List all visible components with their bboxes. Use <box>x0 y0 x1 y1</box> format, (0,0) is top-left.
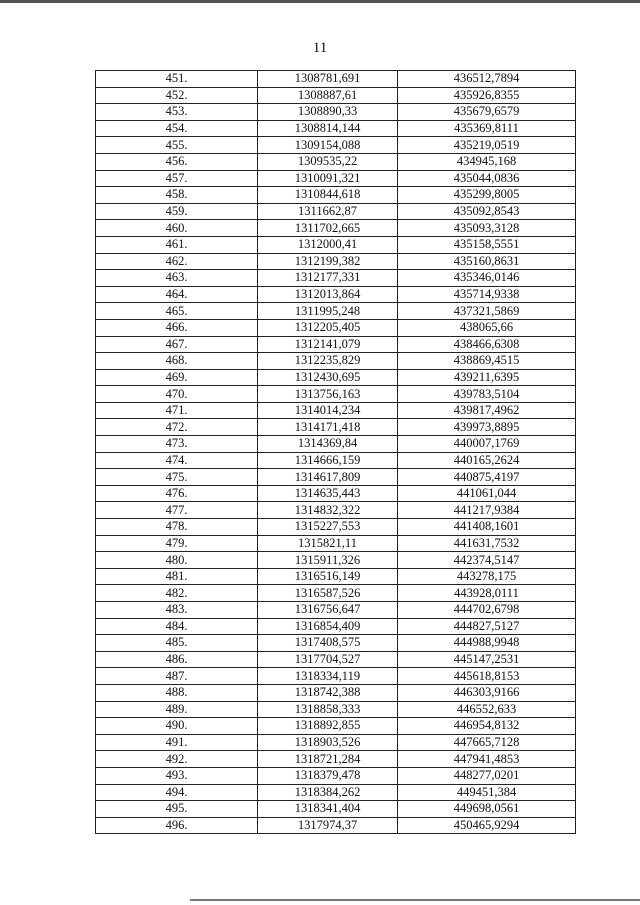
point-number-cell: 492. <box>96 751 258 768</box>
table-row <box>96 220 576 237</box>
x-coordinate-cell: 1314171,418 <box>258 419 398 436</box>
x-coordinate-cell: 1314617,809 <box>258 469 398 486</box>
y-coordinate-cell: 439211,6395 <box>398 369 576 386</box>
point-number-cell: 460. <box>96 220 258 237</box>
x-coordinate-cell: 1318379,478 <box>258 767 398 784</box>
y-coordinate-cell: 435092,8543 <box>398 203 576 220</box>
y-coordinate-cell: 441061,044 <box>398 485 576 502</box>
table-row <box>96 187 576 204</box>
y-coordinate-cell: 438869,4515 <box>398 353 576 370</box>
x-coordinate-cell: 1314635,443 <box>258 485 398 502</box>
x-coordinate-cell: 1318903,526 <box>258 734 398 751</box>
x-coordinate-cell: 1318742,388 <box>258 684 398 701</box>
point-number-cell: 466. <box>96 319 258 336</box>
point-number-cell: 494. <box>96 784 258 801</box>
x-coordinate-cell: 1308781,691 <box>258 71 398 88</box>
x-coordinate-cell: 1308814,144 <box>258 120 398 137</box>
table-row <box>96 535 576 552</box>
point-number-cell: 452. <box>96 87 258 104</box>
y-coordinate-cell: 441408,1601 <box>398 519 576 536</box>
table-row <box>96 353 576 370</box>
y-coordinate-cell: 446303,9166 <box>398 684 576 701</box>
point-number-cell: 493. <box>96 767 258 784</box>
point-number-cell: 474. <box>96 452 258 469</box>
point-number-cell: 496. <box>96 817 258 834</box>
table-row <box>96 402 576 419</box>
y-coordinate-cell: 446954,8132 <box>398 718 576 735</box>
table-row <box>96 286 576 303</box>
table-row <box>96 452 576 469</box>
x-coordinate-cell: 1313756,163 <box>258 386 398 403</box>
y-coordinate-cell: 435369,8111 <box>398 120 576 137</box>
point-number-cell: 484. <box>96 618 258 635</box>
top-border-line <box>0 0 640 3</box>
table-row <box>96 817 576 834</box>
x-coordinate-cell: 1312000,41 <box>258 236 398 253</box>
point-number-cell: 476. <box>96 485 258 502</box>
table-row <box>96 170 576 187</box>
point-number-cell: 491. <box>96 734 258 751</box>
point-number-cell: 468. <box>96 353 258 370</box>
y-coordinate-cell: 449451,384 <box>398 784 576 801</box>
y-coordinate-cell: 447665,7128 <box>398 734 576 751</box>
point-number-cell: 495. <box>96 801 258 818</box>
point-number-cell: 461. <box>96 236 258 253</box>
y-coordinate-cell: 445618,8153 <box>398 668 576 685</box>
point-number-cell: 467. <box>96 336 258 353</box>
x-coordinate-cell: 1312177,331 <box>258 270 398 287</box>
x-coordinate-cell: 1316854,409 <box>258 618 398 635</box>
table-row <box>96 469 576 486</box>
table-row <box>96 436 576 453</box>
x-coordinate-cell: 1314014,234 <box>258 402 398 419</box>
table-row <box>96 236 576 253</box>
x-coordinate-cell: 1311995,248 <box>258 303 398 320</box>
table-row <box>96 767 576 784</box>
y-coordinate-cell: 435219,0519 <box>398 137 576 154</box>
point-number-cell: 486. <box>96 651 258 668</box>
table-row <box>96 336 576 353</box>
y-coordinate-cell: 443278,175 <box>398 568 576 585</box>
table-row <box>96 751 576 768</box>
point-number-cell: 458. <box>96 187 258 204</box>
table-row <box>96 651 576 668</box>
point-number-cell: 478. <box>96 519 258 536</box>
x-coordinate-cell: 1311662,87 <box>258 203 398 220</box>
table-row <box>96 568 576 585</box>
point-number-cell: 488. <box>96 684 258 701</box>
table-row <box>96 270 576 287</box>
point-number-cell: 475. <box>96 469 258 486</box>
table-row <box>96 684 576 701</box>
y-coordinate-cell: 438466,6308 <box>398 336 576 353</box>
x-coordinate-cell: 1309535,22 <box>258 153 398 170</box>
table-row <box>96 784 576 801</box>
y-coordinate-cell: 447941,4853 <box>398 751 576 768</box>
x-coordinate-cell: 1316516,149 <box>258 568 398 585</box>
point-number-cell: 451. <box>96 71 258 88</box>
point-number-cell: 479. <box>96 535 258 552</box>
table-row <box>96 253 576 270</box>
table-row <box>96 618 576 635</box>
table-row <box>96 87 576 104</box>
coordinates-table <box>95 70 576 834</box>
y-coordinate-cell: 435679,6579 <box>398 104 576 121</box>
y-coordinate-cell: 435044,0836 <box>398 170 576 187</box>
table-row <box>96 137 576 154</box>
y-coordinate-cell: 439783,5104 <box>398 386 576 403</box>
x-coordinate-cell: 1308887,61 <box>258 87 398 104</box>
table-row <box>96 303 576 320</box>
x-coordinate-cell: 1317704,527 <box>258 651 398 668</box>
y-coordinate-cell: 439817,4962 <box>398 402 576 419</box>
y-coordinate-cell: 442374,5147 <box>398 552 576 569</box>
x-coordinate-cell: 1318721,284 <box>258 751 398 768</box>
y-coordinate-cell: 435160,8631 <box>398 253 576 270</box>
point-number-cell: 463. <box>96 270 258 287</box>
page-number: 11 <box>312 40 328 56</box>
point-number-cell: 453. <box>96 104 258 121</box>
table-row <box>96 203 576 220</box>
table-row <box>96 104 576 121</box>
point-number-cell: 469. <box>96 369 258 386</box>
table-row <box>96 485 576 502</box>
y-coordinate-cell: 441217,9384 <box>398 502 576 519</box>
point-number-cell: 464. <box>96 286 258 303</box>
y-coordinate-cell: 446552,633 <box>398 701 576 718</box>
table-row <box>96 801 576 818</box>
x-coordinate-cell: 1316756,647 <box>258 602 398 619</box>
y-coordinate-cell: 440875,4197 <box>398 469 576 486</box>
table-row <box>96 734 576 751</box>
point-number-cell: 457. <box>96 170 258 187</box>
point-number-cell: 471. <box>96 402 258 419</box>
point-number-cell: 490. <box>96 718 258 735</box>
table-row <box>96 386 576 403</box>
table-row <box>96 369 576 386</box>
point-number-cell: 455. <box>96 137 258 154</box>
table-row <box>96 552 576 569</box>
table-row <box>96 668 576 685</box>
point-number-cell: 477. <box>96 502 258 519</box>
y-coordinate-cell: 438065,66 <box>398 319 576 336</box>
point-number-cell: 465. <box>96 303 258 320</box>
y-coordinate-cell: 444702,6798 <box>398 602 576 619</box>
y-coordinate-cell: 435346,0146 <box>398 270 576 287</box>
point-number-cell: 485. <box>96 635 258 652</box>
x-coordinate-cell: 1315911,326 <box>258 552 398 569</box>
y-coordinate-cell: 448277,0201 <box>398 767 576 784</box>
x-coordinate-cell: 1318892,855 <box>258 718 398 735</box>
y-coordinate-cell: 449698,0561 <box>398 801 576 818</box>
point-number-cell: 487. <box>96 668 258 685</box>
point-number-cell: 454. <box>96 120 258 137</box>
table-row <box>96 585 576 602</box>
y-coordinate-cell: 444988,9948 <box>398 635 576 652</box>
x-coordinate-cell: 1315227,553 <box>258 519 398 536</box>
y-coordinate-cell: 440165,2624 <box>398 452 576 469</box>
y-coordinate-cell: 436512,7894 <box>398 71 576 88</box>
x-coordinate-cell: 1314832,322 <box>258 502 398 519</box>
point-number-cell: 462. <box>96 253 258 270</box>
x-coordinate-cell: 1318334,119 <box>258 668 398 685</box>
table-row <box>96 635 576 652</box>
x-coordinate-cell: 1317974,37 <box>258 817 398 834</box>
x-coordinate-cell: 1312199,382 <box>258 253 398 270</box>
bottom-border-line <box>190 899 640 901</box>
x-coordinate-cell: 1314666,159 <box>258 452 398 469</box>
x-coordinate-cell: 1312430,695 <box>258 369 398 386</box>
point-number-cell: 482. <box>96 585 258 602</box>
table-row <box>96 502 576 519</box>
x-coordinate-cell: 1308890,33 <box>258 104 398 121</box>
y-coordinate-cell: 435158,5551 <box>398 236 576 253</box>
y-coordinate-cell: 434945,168 <box>398 153 576 170</box>
x-coordinate-cell: 1312013,864 <box>258 286 398 303</box>
point-number-cell: 473. <box>96 436 258 453</box>
table-row <box>96 319 576 336</box>
y-coordinate-cell: 437321,5869 <box>398 303 576 320</box>
table-row <box>96 71 576 88</box>
x-coordinate-cell: 1312205,405 <box>258 319 398 336</box>
x-coordinate-cell: 1312235,829 <box>258 353 398 370</box>
x-coordinate-cell: 1318858,333 <box>258 701 398 718</box>
y-coordinate-cell: 443928,0111 <box>398 585 576 602</box>
y-coordinate-cell: 435299,8005 <box>398 187 576 204</box>
point-number-cell: 480. <box>96 552 258 569</box>
table-row <box>96 153 576 170</box>
x-coordinate-cell: 1312141,079 <box>258 336 398 353</box>
x-coordinate-cell: 1310844,618 <box>258 187 398 204</box>
y-coordinate-cell: 435714,9338 <box>398 286 576 303</box>
table-row <box>96 602 576 619</box>
table-row <box>96 120 576 137</box>
x-coordinate-cell: 1318341,404 <box>258 801 398 818</box>
x-coordinate-cell: 1317408,575 <box>258 635 398 652</box>
table-row <box>96 519 576 536</box>
point-number-cell: 472. <box>96 419 258 436</box>
table-row <box>96 718 576 735</box>
table-row <box>96 419 576 436</box>
point-number-cell: 456. <box>96 153 258 170</box>
x-coordinate-cell: 1309154,088 <box>258 137 398 154</box>
point-number-cell: 483. <box>96 602 258 619</box>
table-row <box>96 701 576 718</box>
y-coordinate-cell: 435926,8355 <box>398 87 576 104</box>
point-number-cell: 459. <box>96 203 258 220</box>
point-number-cell: 489. <box>96 701 258 718</box>
y-coordinate-cell: 444827,5127 <box>398 618 576 635</box>
y-coordinate-cell: 445147,2531 <box>398 651 576 668</box>
y-coordinate-cell: 435093,3128 <box>398 220 576 237</box>
y-coordinate-cell: 441631,7532 <box>398 535 576 552</box>
x-coordinate-cell: 1311702,665 <box>258 220 398 237</box>
point-number-cell: 481. <box>96 568 258 585</box>
point-number-cell: 470. <box>96 386 258 403</box>
x-coordinate-cell: 1315821,11 <box>258 535 398 552</box>
y-coordinate-cell: 450465,9294 <box>398 817 576 834</box>
coordinates-table-body <box>96 71 576 834</box>
x-coordinate-cell: 1316587,526 <box>258 585 398 602</box>
x-coordinate-cell: 1318384,262 <box>258 784 398 801</box>
y-coordinate-cell: 439973,8895 <box>398 419 576 436</box>
x-coordinate-cell: 1310091,321 <box>258 170 398 187</box>
y-coordinate-cell: 440007,1769 <box>398 436 576 453</box>
x-coordinate-cell: 1314369,84 <box>258 436 398 453</box>
